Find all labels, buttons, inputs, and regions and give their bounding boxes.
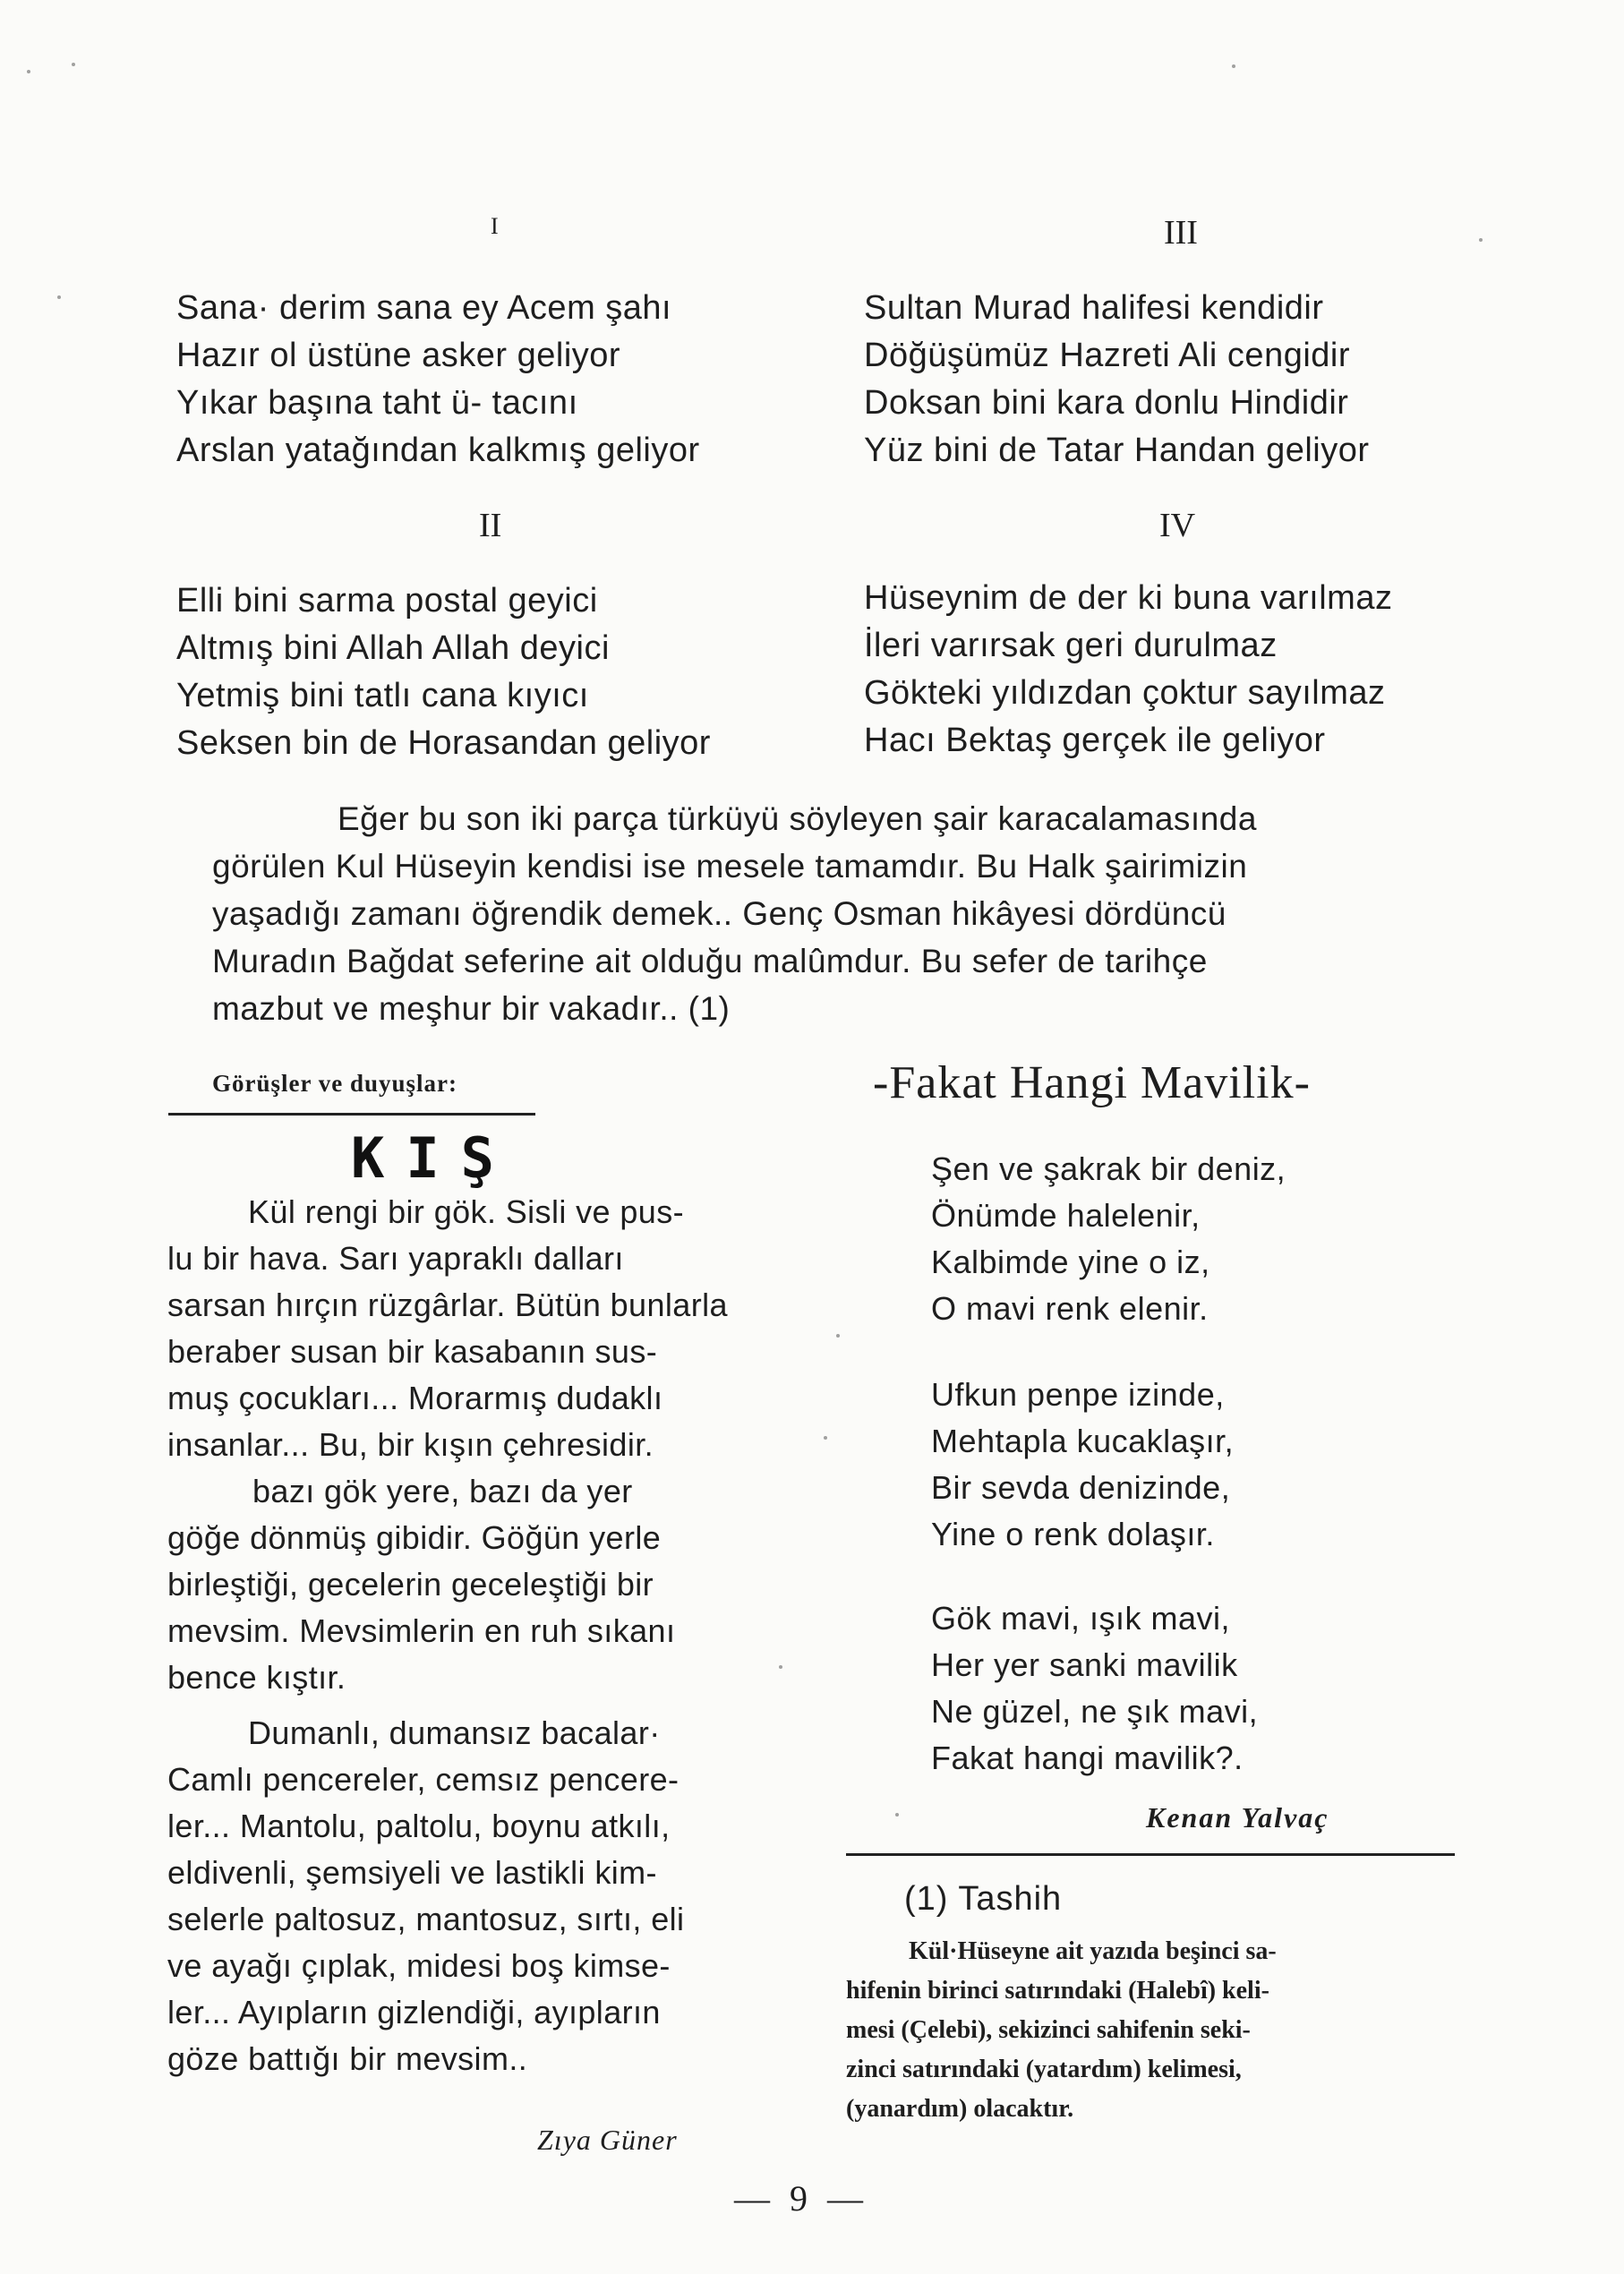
- commentary-line: yaşadığı zamanı öğrendik demek.. Genç Osman hikâyesi dördüncü: [212, 895, 1227, 932]
- scan-speck: [895, 1813, 899, 1817]
- essay-line: mevsim. Mevsimlerin en ruh sıkanı: [167, 1612, 676, 1649]
- tashih-line: (yanardım) olacaktır.: [846, 2095, 1074, 2123]
- scan-speck: [824, 1436, 827, 1440]
- stanza-3: [864, 285, 1370, 474]
- verse-line: Yetmiş bini tatlı cana kıyıcı: [176, 677, 589, 714]
- kis-author: Zıya Güner: [537, 2124, 678, 2156]
- essay-line: Dumanlı, dumansız bacalar·: [248, 1714, 661, 1751]
- verse-line: Hazır ol üstüne asker geliyor: [176, 337, 621, 374]
- mavilik-author: Kenan Yalvaç: [1146, 1801, 1329, 1834]
- essay-line: selerle paltosuz, mantosuz, sırtı, eli: [167, 1901, 685, 1937]
- commentary-line: Muradın Bağdat seferine ait olduğu malûmdur. Bu sefer de tarihçe: [212, 943, 1208, 979]
- verse-line: Hacı Bektaş gerçek ile geliyor: [864, 722, 1326, 759]
- essay-line: göze battığı bir mevsim..: [167, 2040, 528, 2077]
- verse-line: Önümde halelenir,: [931, 1197, 1201, 1234]
- verse-line: Yüz bini de Tatar Handan geliyor: [864, 432, 1370, 469]
- stanza-marker-4: IV: [1159, 507, 1196, 544]
- verse-line: Mehtapla kucaklaşır,: [931, 1423, 1235, 1459]
- section-label: Görüşler ve duyuşlar:: [212, 1070, 458, 1097]
- verse-line: Fakat hangi mavilik?.: [931, 1740, 1244, 1776]
- essay-line: lu bir hava. Sarı yapraklı dalları: [167, 1240, 624, 1277]
- scan-speck: [57, 295, 61, 299]
- verse-line: Hüseynim de der ki buna varılmaz: [864, 579, 1393, 617]
- tashih-line: Kül·Hüseyne ait yazıda beşinci sa-: [909, 1937, 1277, 1965]
- verse-line: Döğüşümüz Hazreti Ali cengidir: [864, 337, 1351, 374]
- page-number: — 9 —: [734, 2178, 868, 2218]
- commentary-paragraph: [212, 795, 1257, 1032]
- commentary-line: Eğer bu son iki parça türküyü söyleyen şair karacalamasında: [338, 800, 1257, 837]
- commentary-line: mazbut ve meşhur bir vakadır.. (1): [212, 990, 731, 1027]
- mavilik-stanza-2: [931, 1372, 1234, 1558]
- essay-line: sarsan hırçın rüzgârlar. Bütün bunlarla: [167, 1287, 728, 1323]
- essay-line: ler... Ayıpların gizlendiği, ayıpların: [167, 1994, 661, 2030]
- essay-line: Camlı pencereler, cemsız pencere-: [167, 1761, 680, 1798]
- essay-line: bence kıştır.: [167, 1659, 346, 1696]
- kis-essay: [167, 1189, 728, 2082]
- verse-line: Seksen bin de Horasandan geliyor: [176, 724, 711, 762]
- tashih-line: zinci satırındaki (yatardım) kelimesi,: [846, 2056, 1242, 2083]
- verse-line: Sultan Murad halifesi kendidir: [864, 289, 1324, 327]
- scan-speck: [836, 1334, 840, 1338]
- essay-line: muş çocukları... Morarmış dudaklı: [167, 1380, 663, 1416]
- stanza-2: [176, 577, 711, 767]
- scan-speck: [1479, 238, 1483, 242]
- verse-line: Arslan yatağından kalkmış geliyor: [176, 432, 700, 469]
- scan-speck: [27, 70, 30, 73]
- verse-line: Gök mavi, ışık mavi,: [931, 1600, 1231, 1637]
- verse-line: Elli bini sarma postal geyici: [176, 582, 598, 620]
- scan-speck: [1232, 64, 1235, 68]
- stanza-4: [864, 575, 1392, 765]
- tashih-line: hifenin birinci satırındaki (Halebî) keli-: [846, 1977, 1269, 2005]
- verse-line: Her yer sanki mavilik: [931, 1646, 1238, 1683]
- verse-line: Yine o renk dolaşır.: [931, 1516, 1215, 1552]
- verse-line: O mavi renk elenir.: [931, 1290, 1209, 1327]
- tashih-heading: (1) Tashih: [904, 1880, 1063, 1918]
- verse-line: Bir sevda denizinde,: [931, 1469, 1231, 1506]
- verse-line: Ne güzel, ne şık mavi,: [931, 1693, 1259, 1730]
- tashih-line: mesi (Çelebi), sekizinci sahifenin seki-: [846, 2016, 1251, 2044]
- essay-line: insanlar... Bu, bir kışın çehresidir.: [167, 1426, 654, 1463]
- verse-line: Ufkun penpe izinde,: [931, 1376, 1225, 1413]
- verse-line: Şen ve şakrak bir deniz,: [931, 1150, 1286, 1187]
- verse-line: Kalbimde yine o iz,: [931, 1244, 1210, 1280]
- mavilik-title: -Fakat Hangi Mavilik-: [873, 1057, 1311, 1108]
- verse-line: Altmış bini Allah Allah deyici: [176, 629, 610, 667]
- mavilik-stanza-3: [931, 1595, 1258, 1782]
- verse-line: Sana· derim sana ey Acem şahı: [176, 289, 672, 327]
- essay-line: eldivenli, şemsiyeli ve lastikli kim-: [167, 1854, 657, 1891]
- verse-line: Yıkar başına taht ü- tacını: [176, 384, 578, 422]
- essay-line: bazı gök yere, bazı da yer: [252, 1473, 633, 1509]
- stanza-marker-3: III: [1164, 214, 1198, 252]
- stanza-1: [176, 285, 700, 474]
- essay-line: göğe dönmüş gibidir. Göğün yerle: [167, 1519, 662, 1556]
- scan-speck: [779, 1665, 782, 1669]
- kis-title: KIŞ: [351, 1125, 516, 1191]
- verse-line: İleri varırsak geri durulmaz: [864, 627, 1278, 664]
- verse-line: Doksan bini kara donlu Hindidir: [864, 384, 1349, 422]
- stanza-marker-1: I: [491, 213, 499, 239]
- essay-line: birleştiği, gecelerin geceleştiği bir: [167, 1566, 654, 1603]
- section-divider: [168, 1113, 535, 1116]
- tashih-text: [846, 1932, 1277, 2129]
- commentary-line: görülen Kul Hüseyin kendisi ise mesele tamamdır. Bu Halk şairimizin: [212, 848, 1248, 885]
- essay-line: Kül rengi bir gök. Sisli ve pus-: [248, 1193, 685, 1230]
- stanza-marker-2: II: [479, 507, 502, 544]
- footnote-divider: [846, 1853, 1455, 1856]
- scan-speck: [72, 63, 75, 66]
- mavilik-stanza-1: [931, 1146, 1286, 1332]
- essay-line: ve ayağı çıplak, midesi boş kimse-: [167, 1947, 671, 1984]
- essay-line: beraber susan bir kasabanın sus-: [167, 1333, 658, 1370]
- essay-line: ler... Mantolu, paltolu, boynu atkılı,: [167, 1808, 671, 1844]
- verse-line: Gökteki yıldızdan çoktur sayılmaz: [864, 674, 1386, 712]
